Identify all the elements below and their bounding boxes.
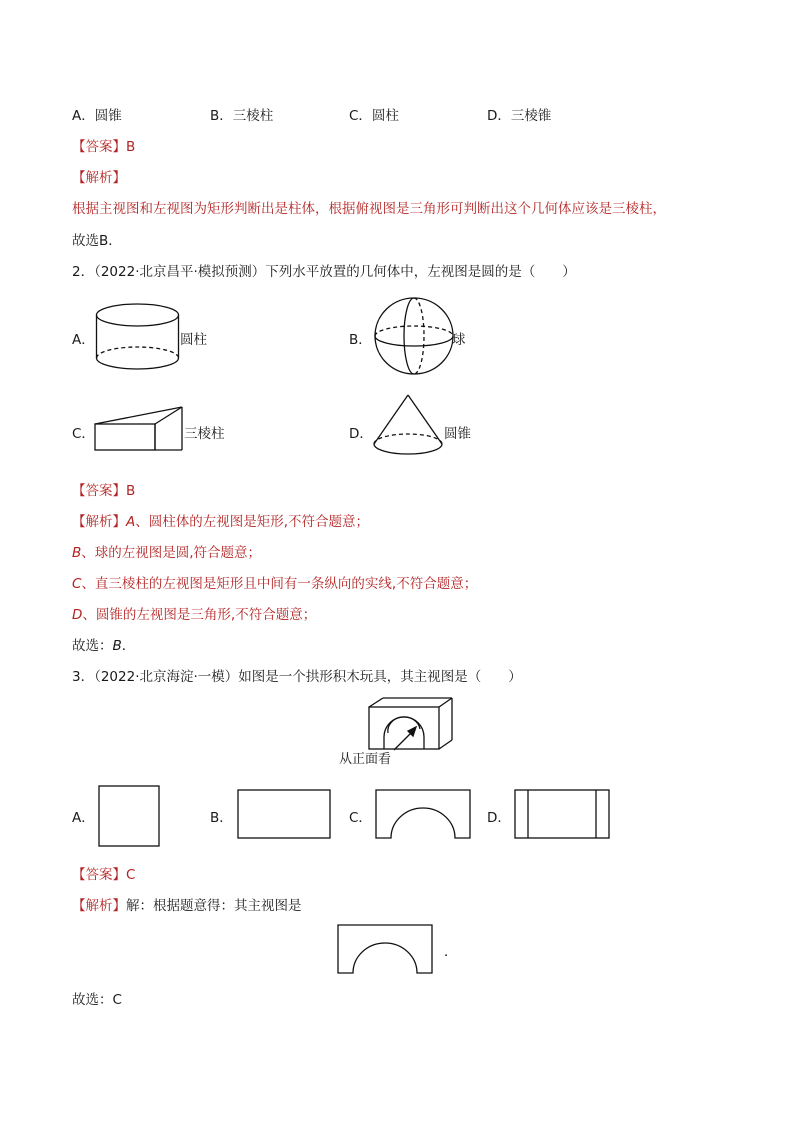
q3-option-d-letter: D． bbox=[487, 810, 511, 826]
q2-option-a-label: 圆柱 bbox=[180, 332, 207, 348]
q2-analysis-letter-a: A bbox=[126, 514, 136, 530]
q2-option-d-label: 圆锥 bbox=[444, 426, 471, 442]
q2-analysis-letter-c: C bbox=[72, 576, 82, 592]
q2-analysis-letter-b: B bbox=[72, 545, 82, 561]
q2-question: 2．（2022·北京昌平·模拟预测）下列水平放置的几何体中，左视图是圆的是（ ） bbox=[72, 264, 576, 280]
q2-option-a-letter: A． bbox=[72, 332, 95, 348]
q2-conclusion-letter: B bbox=[112, 638, 122, 654]
q3-option-b-rectangle bbox=[237, 789, 331, 839]
q2-option-b-label: 球 bbox=[452, 332, 466, 348]
q2-answer: 【答案】B bbox=[72, 483, 136, 499]
q3-answer: 【答案】C bbox=[72, 867, 136, 883]
q2-analysis-text-c: 、直三棱柱的左视图是矩形且中间有一条纵向的实线,不符合题意； bbox=[81, 576, 478, 592]
q2-analysis-line-d bbox=[72, 603, 316, 623]
q3-option-c-arch bbox=[375, 789, 471, 839]
q2-conclusion-prefix: 故选： bbox=[72, 638, 113, 654]
q1-answer: 【答案】B bbox=[72, 139, 136, 155]
triangular-prism-figure bbox=[94, 406, 184, 452]
q1-conclusion: 故选B． bbox=[72, 233, 122, 249]
q3-option-c-letter: C． bbox=[349, 810, 372, 826]
q3-option-b-letter: B． bbox=[210, 810, 233, 826]
q1-option-c: C．圆柱 bbox=[349, 108, 399, 124]
q2-analysis-letter-d: D bbox=[72, 607, 83, 623]
q2-analysis-line-c bbox=[72, 572, 477, 592]
q3-analysis-tag: 【解析】 bbox=[72, 898, 126, 914]
arrow-icon bbox=[392, 724, 420, 752]
q3-option-a-square bbox=[98, 785, 160, 847]
q2-option-d-letter: D． bbox=[349, 426, 373, 442]
q2-analysis-line-b bbox=[72, 541, 261, 561]
q2-analysis-text-a: 、圆柱体的左视图是矩形,不符合题意； bbox=[135, 514, 370, 530]
cylinder-figure bbox=[96, 303, 180, 371]
q3-option-a-letter: A． bbox=[72, 810, 95, 826]
q1-analysis-tag: 【解析】 bbox=[72, 170, 126, 186]
q3-figure-caption: 从正面看 bbox=[339, 752, 392, 767]
q2-conclusion bbox=[72, 634, 135, 654]
q3-analysis bbox=[72, 894, 302, 914]
q3-option-d-rect-lines bbox=[514, 789, 610, 839]
q3-answer-arch-figure bbox=[337, 924, 433, 974]
q3-question: 3．（2022·北京海淀·一模）如图是一个拱形积木玩具，其主视图是（ ） bbox=[72, 669, 522, 685]
cone-figure bbox=[372, 394, 444, 458]
q3-answer-period: ． bbox=[444, 944, 458, 960]
q2-option-c-label: 三棱柱 bbox=[184, 426, 225, 442]
q1-option-d: D．三棱锥 bbox=[487, 108, 552, 124]
q1-option-a: A．圆锥 bbox=[72, 108, 122, 124]
q1-option-b: B．三棱柱 bbox=[210, 108, 274, 124]
q3-conclusion: 故选：C bbox=[72, 992, 122, 1008]
q2-option-b-letter: B． bbox=[349, 332, 372, 348]
q2-analysis-tag: 【解析】 bbox=[72, 514, 126, 530]
q3-analysis-text: 解：根据题意得：其主视图是 bbox=[126, 898, 302, 914]
q2-analysis-text-d: 、圆锥的左视图是三角形,不符合题意； bbox=[82, 607, 317, 623]
q2-analysis-text-b: 、球的左视图是圆,符合题意； bbox=[81, 545, 262, 561]
q2-option-c-letter: C． bbox=[72, 426, 95, 442]
q2-conclusion-suffix: ． bbox=[121, 638, 136, 654]
q1-analysis-text: 根据主视图和左视图为矩形判断出是柱体，根据俯视图是三角形可判断出这个几何体应该是三棱柱， bbox=[72, 201, 666, 217]
sphere-figure bbox=[374, 296, 454, 376]
q2-analysis-line-a bbox=[72, 510, 369, 530]
